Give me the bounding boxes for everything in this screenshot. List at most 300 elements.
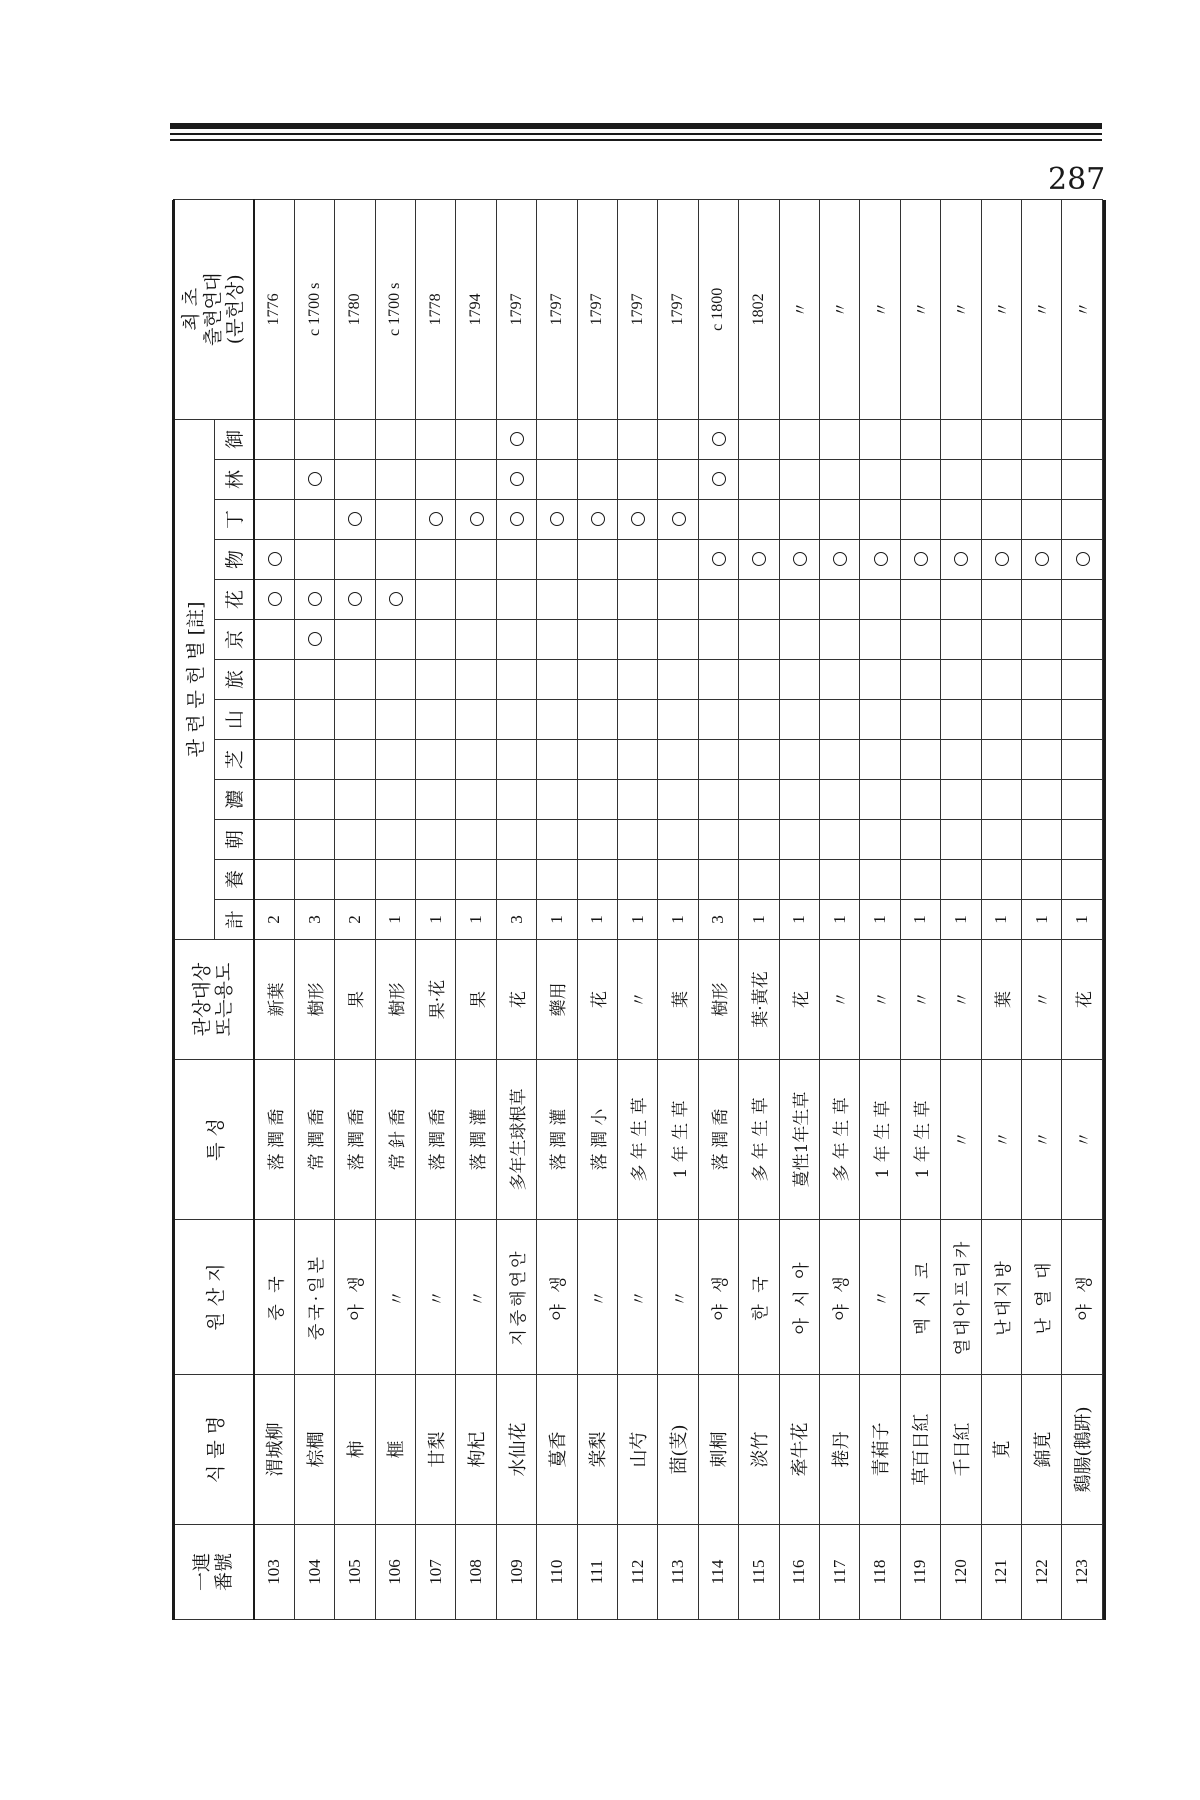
source-cell bbox=[819, 700, 859, 740]
source-cell bbox=[416, 620, 456, 660]
source-cell bbox=[1021, 860, 1061, 900]
circle-mark-icon bbox=[429, 513, 443, 527]
source-cell bbox=[779, 660, 819, 700]
source-cell bbox=[618, 620, 658, 660]
source-cell bbox=[819, 620, 859, 660]
source-cell bbox=[941, 460, 981, 500]
header-source-10: 丁 bbox=[214, 500, 254, 540]
source-cell bbox=[375, 860, 415, 900]
source-cell bbox=[375, 500, 415, 540]
source-cell bbox=[496, 700, 536, 740]
plant-feature: 〃 bbox=[941, 1060, 981, 1220]
origin-region: 열대아프리카 bbox=[941, 1220, 981, 1375]
origin-region: 멕 시 코 bbox=[900, 1220, 940, 1375]
source-cell bbox=[537, 820, 577, 860]
first-appearance-year: 1797 bbox=[577, 199, 617, 419]
source-cell bbox=[1062, 500, 1103, 540]
plant-table-frame bbox=[172, 200, 1106, 1620]
serial-number: 123 bbox=[1062, 1525, 1103, 1620]
header-source-6: 旅 bbox=[214, 660, 254, 700]
source-cell bbox=[375, 620, 415, 660]
source-cell bbox=[254, 740, 294, 780]
source-cell bbox=[698, 820, 738, 860]
plant-feature: 多年生球根草 bbox=[496, 1060, 536, 1220]
source-cell bbox=[779, 700, 819, 740]
source-cell bbox=[1021, 780, 1061, 820]
source-cell bbox=[335, 620, 375, 660]
table-row bbox=[496, 199, 536, 1619]
source-cell bbox=[739, 700, 779, 740]
source-cell bbox=[739, 620, 779, 660]
source-cell bbox=[981, 740, 1021, 780]
source-cell bbox=[335, 700, 375, 740]
reference-count: 1 bbox=[941, 900, 981, 940]
plant-feature: 落 潤 喬 bbox=[416, 1060, 456, 1220]
source-cell bbox=[618, 580, 658, 620]
origin-region: 〃 bbox=[416, 1220, 456, 1375]
source-cell bbox=[1062, 540, 1103, 580]
reference-count: 1 bbox=[1021, 900, 1061, 940]
source-cell bbox=[658, 620, 698, 660]
serial-number: 116 bbox=[779, 1525, 819, 1620]
source-cell bbox=[981, 780, 1021, 820]
circle-mark-icon bbox=[752, 553, 766, 567]
plant-name: 棕櫚 bbox=[294, 1375, 334, 1525]
source-cell bbox=[779, 740, 819, 780]
source-cell bbox=[416, 580, 456, 620]
source-cell bbox=[294, 700, 334, 740]
origin-region: 〃 bbox=[375, 1220, 415, 1375]
source-cell bbox=[698, 419, 738, 459]
source-cell bbox=[335, 500, 375, 540]
source-cell bbox=[537, 460, 577, 500]
plant-feature: 落 潤 喬 bbox=[698, 1060, 738, 1220]
source-cell bbox=[254, 820, 294, 860]
source-cell bbox=[456, 460, 496, 500]
source-cell bbox=[618, 780, 658, 820]
source-cell bbox=[658, 419, 698, 459]
plant-feature: 蔓性1年生草 bbox=[779, 1060, 819, 1220]
source-cell bbox=[900, 500, 940, 540]
plant-feature: 〃 bbox=[1021, 1060, 1061, 1220]
table-row bbox=[375, 199, 415, 1619]
source-cell bbox=[1062, 780, 1103, 820]
serial-number: 122 bbox=[1021, 1525, 1061, 1620]
table-row bbox=[779, 199, 819, 1619]
plant-feature: 落 潤 灌 bbox=[537, 1060, 577, 1220]
source-cell bbox=[941, 780, 981, 820]
circle-mark-icon bbox=[914, 553, 928, 567]
source-cell bbox=[577, 419, 617, 459]
source-cell bbox=[658, 460, 698, 500]
plant-feature: 落 潤 喬 bbox=[335, 1060, 375, 1220]
source-cell bbox=[1021, 460, 1061, 500]
source-cell bbox=[375, 700, 415, 740]
ornamental-use: 〃 bbox=[860, 940, 900, 1060]
source-cell bbox=[739, 860, 779, 900]
origin-region: 중 국 bbox=[254, 1220, 294, 1375]
table-row bbox=[537, 199, 577, 1619]
header-plant-name: 식 물 명 bbox=[174, 1375, 254, 1525]
source-cell bbox=[375, 820, 415, 860]
plant-name: 水仙花 bbox=[496, 1375, 536, 1525]
source-cell bbox=[819, 580, 859, 620]
source-cell bbox=[900, 700, 940, 740]
source-cell bbox=[577, 580, 617, 620]
reference-count: 3 bbox=[496, 900, 536, 940]
source-cell bbox=[375, 580, 415, 620]
source-cell bbox=[981, 500, 1021, 540]
source-cell bbox=[658, 700, 698, 740]
source-cell bbox=[254, 540, 294, 580]
plant-feature: 〃 bbox=[981, 1060, 1021, 1220]
source-cell bbox=[618, 820, 658, 860]
source-cell bbox=[496, 419, 536, 459]
page-number: 287 bbox=[1048, 162, 1106, 197]
plant-name: 青葙子 bbox=[860, 1375, 900, 1525]
plant-name: 淡竹 bbox=[739, 1375, 779, 1525]
origin-region: 중국·일본 bbox=[294, 1220, 334, 1375]
serial-number: 120 bbox=[941, 1525, 981, 1620]
source-cell bbox=[456, 820, 496, 860]
reference-count: 1 bbox=[860, 900, 900, 940]
source-cell bbox=[537, 780, 577, 820]
header-source-5: 山 bbox=[214, 700, 254, 740]
ornamental-use: 樹形 bbox=[375, 940, 415, 1060]
source-cell bbox=[254, 660, 294, 700]
source-cell bbox=[335, 820, 375, 860]
circle-mark-icon bbox=[308, 633, 322, 647]
source-cell bbox=[618, 740, 658, 780]
plant-name: 牽牛花 bbox=[779, 1375, 819, 1525]
source-cell bbox=[456, 700, 496, 740]
reference-count: 1 bbox=[819, 900, 859, 940]
source-cell bbox=[577, 660, 617, 700]
source-cell bbox=[1062, 419, 1103, 459]
reference-count: 1 bbox=[577, 900, 617, 940]
source-cell bbox=[618, 700, 658, 740]
source-cell bbox=[577, 740, 617, 780]
source-cell bbox=[496, 540, 536, 580]
header-origin: 원 산 지 bbox=[174, 1220, 254, 1375]
source-cell bbox=[698, 540, 738, 580]
source-cell bbox=[416, 860, 456, 900]
first-appearance-year: c 1700 s bbox=[375, 199, 415, 419]
plant-name: 錦莧 bbox=[1021, 1375, 1061, 1525]
source-cell bbox=[739, 820, 779, 860]
source-cell bbox=[900, 460, 940, 500]
source-cell bbox=[941, 660, 981, 700]
source-cell bbox=[1021, 700, 1061, 740]
source-cell bbox=[335, 860, 375, 900]
serial-number: 119 bbox=[900, 1525, 940, 1620]
circle-mark-icon bbox=[308, 473, 322, 487]
header-literature-group: 관 련 문 헌 별 [註] bbox=[174, 419, 214, 939]
source-cell bbox=[819, 780, 859, 820]
table-row bbox=[941, 199, 981, 1619]
table-row bbox=[416, 199, 456, 1619]
source-cell bbox=[981, 620, 1021, 660]
serial-number: 114 bbox=[698, 1525, 738, 1620]
plant-feature: 常 潤 喬 bbox=[294, 1060, 334, 1220]
source-cell bbox=[537, 500, 577, 540]
source-cell bbox=[900, 780, 940, 820]
reference-count: 1 bbox=[900, 900, 940, 940]
serial-number: 121 bbox=[981, 1525, 1021, 1620]
source-cell bbox=[658, 780, 698, 820]
table-row bbox=[335, 199, 375, 1619]
first-appearance-year: 〃 bbox=[819, 199, 859, 419]
plant-name: 甘梨 bbox=[416, 1375, 456, 1525]
source-cell bbox=[294, 460, 334, 500]
source-cell bbox=[294, 580, 334, 620]
source-cell bbox=[618, 860, 658, 900]
source-cell bbox=[456, 620, 496, 660]
source-cell bbox=[739, 419, 779, 459]
plant-name: 榧 bbox=[375, 1375, 415, 1525]
source-cell bbox=[294, 660, 334, 700]
ornamental-use: 〃 bbox=[618, 940, 658, 1060]
plant-feature: 落 潤 小 bbox=[577, 1060, 617, 1220]
source-cell bbox=[577, 460, 617, 500]
circle-mark-icon bbox=[995, 553, 1009, 567]
table-row bbox=[658, 199, 698, 1619]
source-cell bbox=[819, 820, 859, 860]
circle-mark-icon bbox=[874, 553, 888, 567]
header-serial bbox=[174, 1525, 254, 1620]
ornamental-use: 葉 bbox=[981, 940, 1021, 1060]
first-appearance-year: 1797 bbox=[537, 199, 577, 419]
reference-count: 2 bbox=[254, 900, 294, 940]
source-cell bbox=[456, 580, 496, 620]
source-cell bbox=[900, 580, 940, 620]
serial-number: 104 bbox=[294, 1525, 334, 1620]
serial-number: 113 bbox=[658, 1525, 698, 1620]
reference-count: 1 bbox=[1062, 900, 1103, 940]
reference-count: 3 bbox=[294, 900, 334, 940]
source-cell bbox=[900, 820, 940, 860]
source-cell bbox=[860, 580, 900, 620]
first-appearance-year: 1797 bbox=[496, 199, 536, 419]
source-cell bbox=[416, 700, 456, 740]
source-cell bbox=[375, 780, 415, 820]
source-cell bbox=[416, 660, 456, 700]
circle-mark-icon bbox=[1076, 553, 1090, 567]
source-cell bbox=[860, 419, 900, 459]
source-cell bbox=[819, 660, 859, 700]
ornamental-use: 果 bbox=[335, 940, 375, 1060]
table-row bbox=[456, 199, 496, 1619]
ornamental-use: 藥用 bbox=[537, 940, 577, 1060]
source-cell bbox=[779, 500, 819, 540]
reference-count: 1 bbox=[658, 900, 698, 940]
source-cell bbox=[1021, 540, 1061, 580]
source-cell bbox=[739, 500, 779, 540]
origin-region: 지중해연안 bbox=[496, 1220, 536, 1375]
ornamental-use: 〃 bbox=[1021, 940, 1061, 1060]
source-cell bbox=[860, 620, 900, 660]
first-appearance-year: 〃 bbox=[900, 199, 940, 419]
header-source-2: 朝 bbox=[214, 820, 254, 860]
source-cell bbox=[335, 780, 375, 820]
header-first-line2: 출현연대 bbox=[202, 272, 225, 347]
serial-number: 118 bbox=[860, 1525, 900, 1620]
reference-count: 1 bbox=[416, 900, 456, 940]
source-cell bbox=[456, 419, 496, 459]
origin-region: 야 생 bbox=[698, 1220, 738, 1375]
circle-mark-icon bbox=[793, 553, 807, 567]
source-cell bbox=[416, 780, 456, 820]
source-cell bbox=[698, 460, 738, 500]
source-cell bbox=[860, 740, 900, 780]
source-cell bbox=[1021, 820, 1061, 860]
source-cell bbox=[254, 700, 294, 740]
origin-region: 난 열 대 bbox=[1021, 1220, 1061, 1375]
source-cell bbox=[1062, 820, 1103, 860]
plant-feature: 落 潤 灌 bbox=[456, 1060, 496, 1220]
origin-region: 야 생 bbox=[1062, 1220, 1103, 1375]
source-cell bbox=[779, 820, 819, 860]
source-cell bbox=[860, 460, 900, 500]
header-use-line2: 또는용도 bbox=[213, 962, 235, 1037]
header-rule-thin bbox=[170, 133, 1102, 135]
source-cell bbox=[496, 780, 536, 820]
table-row bbox=[618, 199, 658, 1619]
header-first-line1: 최 초 bbox=[180, 287, 203, 331]
serial-number: 117 bbox=[819, 1525, 859, 1620]
first-appearance-year: c 1800 bbox=[698, 199, 738, 419]
circle-mark-icon bbox=[348, 593, 362, 607]
source-cell bbox=[1021, 740, 1061, 780]
source-cell bbox=[577, 860, 617, 900]
ornamental-use: 果 bbox=[456, 940, 496, 1060]
source-cell bbox=[658, 580, 698, 620]
plant-name: 棠梨 bbox=[577, 1375, 617, 1525]
source-cell bbox=[496, 580, 536, 620]
source-cell bbox=[941, 419, 981, 459]
source-cell bbox=[577, 820, 617, 860]
header-source-1: 養 bbox=[214, 860, 254, 900]
reference-count: 1 bbox=[981, 900, 1021, 940]
source-cell bbox=[1062, 700, 1103, 740]
plant-name: 渭城柳 bbox=[254, 1375, 294, 1525]
plant-feature: 落 潤 喬 bbox=[254, 1060, 294, 1220]
ornamental-use: 花 bbox=[1062, 940, 1103, 1060]
circle-mark-icon bbox=[1035, 553, 1049, 567]
source-cell bbox=[658, 540, 698, 580]
source-cell bbox=[335, 660, 375, 700]
source-cell bbox=[1021, 419, 1061, 459]
header-use bbox=[174, 940, 254, 1060]
first-appearance-year: 〃 bbox=[779, 199, 819, 419]
ornamental-use: 葉·黃花 bbox=[739, 940, 779, 1060]
source-cell bbox=[375, 540, 415, 580]
first-appearance-year: 〃 bbox=[941, 199, 981, 419]
header-rule-thick bbox=[170, 123, 1102, 129]
source-cell bbox=[1021, 660, 1061, 700]
header-source-9: 物 bbox=[214, 540, 254, 580]
source-cell bbox=[819, 460, 859, 500]
source-cell bbox=[335, 460, 375, 500]
source-cell bbox=[577, 620, 617, 660]
source-cell bbox=[294, 419, 334, 459]
ornamental-use: 新葉 bbox=[254, 940, 294, 1060]
source-cell bbox=[739, 540, 779, 580]
header-source-0: 計 bbox=[214, 900, 254, 940]
source-cell bbox=[1062, 660, 1103, 700]
serial-number: 108 bbox=[456, 1525, 496, 1620]
source-cell bbox=[335, 740, 375, 780]
circle-mark-icon bbox=[954, 553, 968, 567]
source-cell bbox=[537, 860, 577, 900]
first-appearance-year: 〃 bbox=[1062, 199, 1103, 419]
source-cell bbox=[254, 620, 294, 660]
serial-number: 109 bbox=[496, 1525, 536, 1620]
source-cell bbox=[860, 660, 900, 700]
header-source-7: 京 bbox=[214, 620, 254, 660]
ornamental-use: 〃 bbox=[941, 940, 981, 1060]
source-cell bbox=[739, 780, 779, 820]
source-cell bbox=[658, 660, 698, 700]
reference-count: 1 bbox=[375, 900, 415, 940]
ornamental-use: 花 bbox=[577, 940, 617, 1060]
source-cell bbox=[456, 740, 496, 780]
source-cell bbox=[254, 500, 294, 540]
first-appearance-year: 〃 bbox=[1021, 199, 1061, 419]
source-cell bbox=[860, 860, 900, 900]
serial-number: 111 bbox=[577, 1525, 617, 1620]
plant-name: 蔓香 bbox=[537, 1375, 577, 1525]
source-cell bbox=[1021, 500, 1061, 540]
reference-count: 3 bbox=[698, 900, 738, 940]
origin-region: 〃 bbox=[456, 1220, 496, 1375]
source-cell bbox=[698, 700, 738, 740]
source-cell bbox=[456, 860, 496, 900]
circle-mark-icon bbox=[510, 432, 524, 446]
source-cell bbox=[658, 500, 698, 540]
header-source-8: 花 bbox=[214, 580, 254, 620]
source-cell bbox=[819, 419, 859, 459]
source-cell bbox=[254, 780, 294, 820]
source-cell bbox=[819, 500, 859, 540]
source-cell bbox=[739, 460, 779, 500]
first-appearance-year: 1776 bbox=[254, 199, 294, 419]
source-cell bbox=[254, 460, 294, 500]
origin-region: 아 시 아 bbox=[779, 1220, 819, 1375]
source-cell bbox=[294, 740, 334, 780]
source-cell bbox=[537, 660, 577, 700]
source-cell bbox=[375, 419, 415, 459]
source-cell bbox=[739, 660, 779, 700]
circle-mark-icon bbox=[510, 513, 524, 527]
source-cell bbox=[254, 580, 294, 620]
header-use-line1: 관상대상 bbox=[191, 962, 214, 1037]
serial-number: 110 bbox=[537, 1525, 577, 1620]
source-cell bbox=[860, 780, 900, 820]
source-cell bbox=[981, 460, 1021, 500]
source-cell bbox=[294, 780, 334, 820]
source-cell bbox=[537, 580, 577, 620]
source-cell bbox=[658, 740, 698, 780]
source-cell bbox=[900, 419, 940, 459]
source-cell bbox=[698, 860, 738, 900]
circle-mark-icon bbox=[470, 513, 484, 527]
table-row bbox=[294, 199, 334, 1619]
ornamental-use: 花 bbox=[496, 940, 536, 1060]
circle-mark-icon bbox=[348, 513, 362, 527]
source-cell bbox=[981, 660, 1021, 700]
source-cell bbox=[618, 419, 658, 459]
